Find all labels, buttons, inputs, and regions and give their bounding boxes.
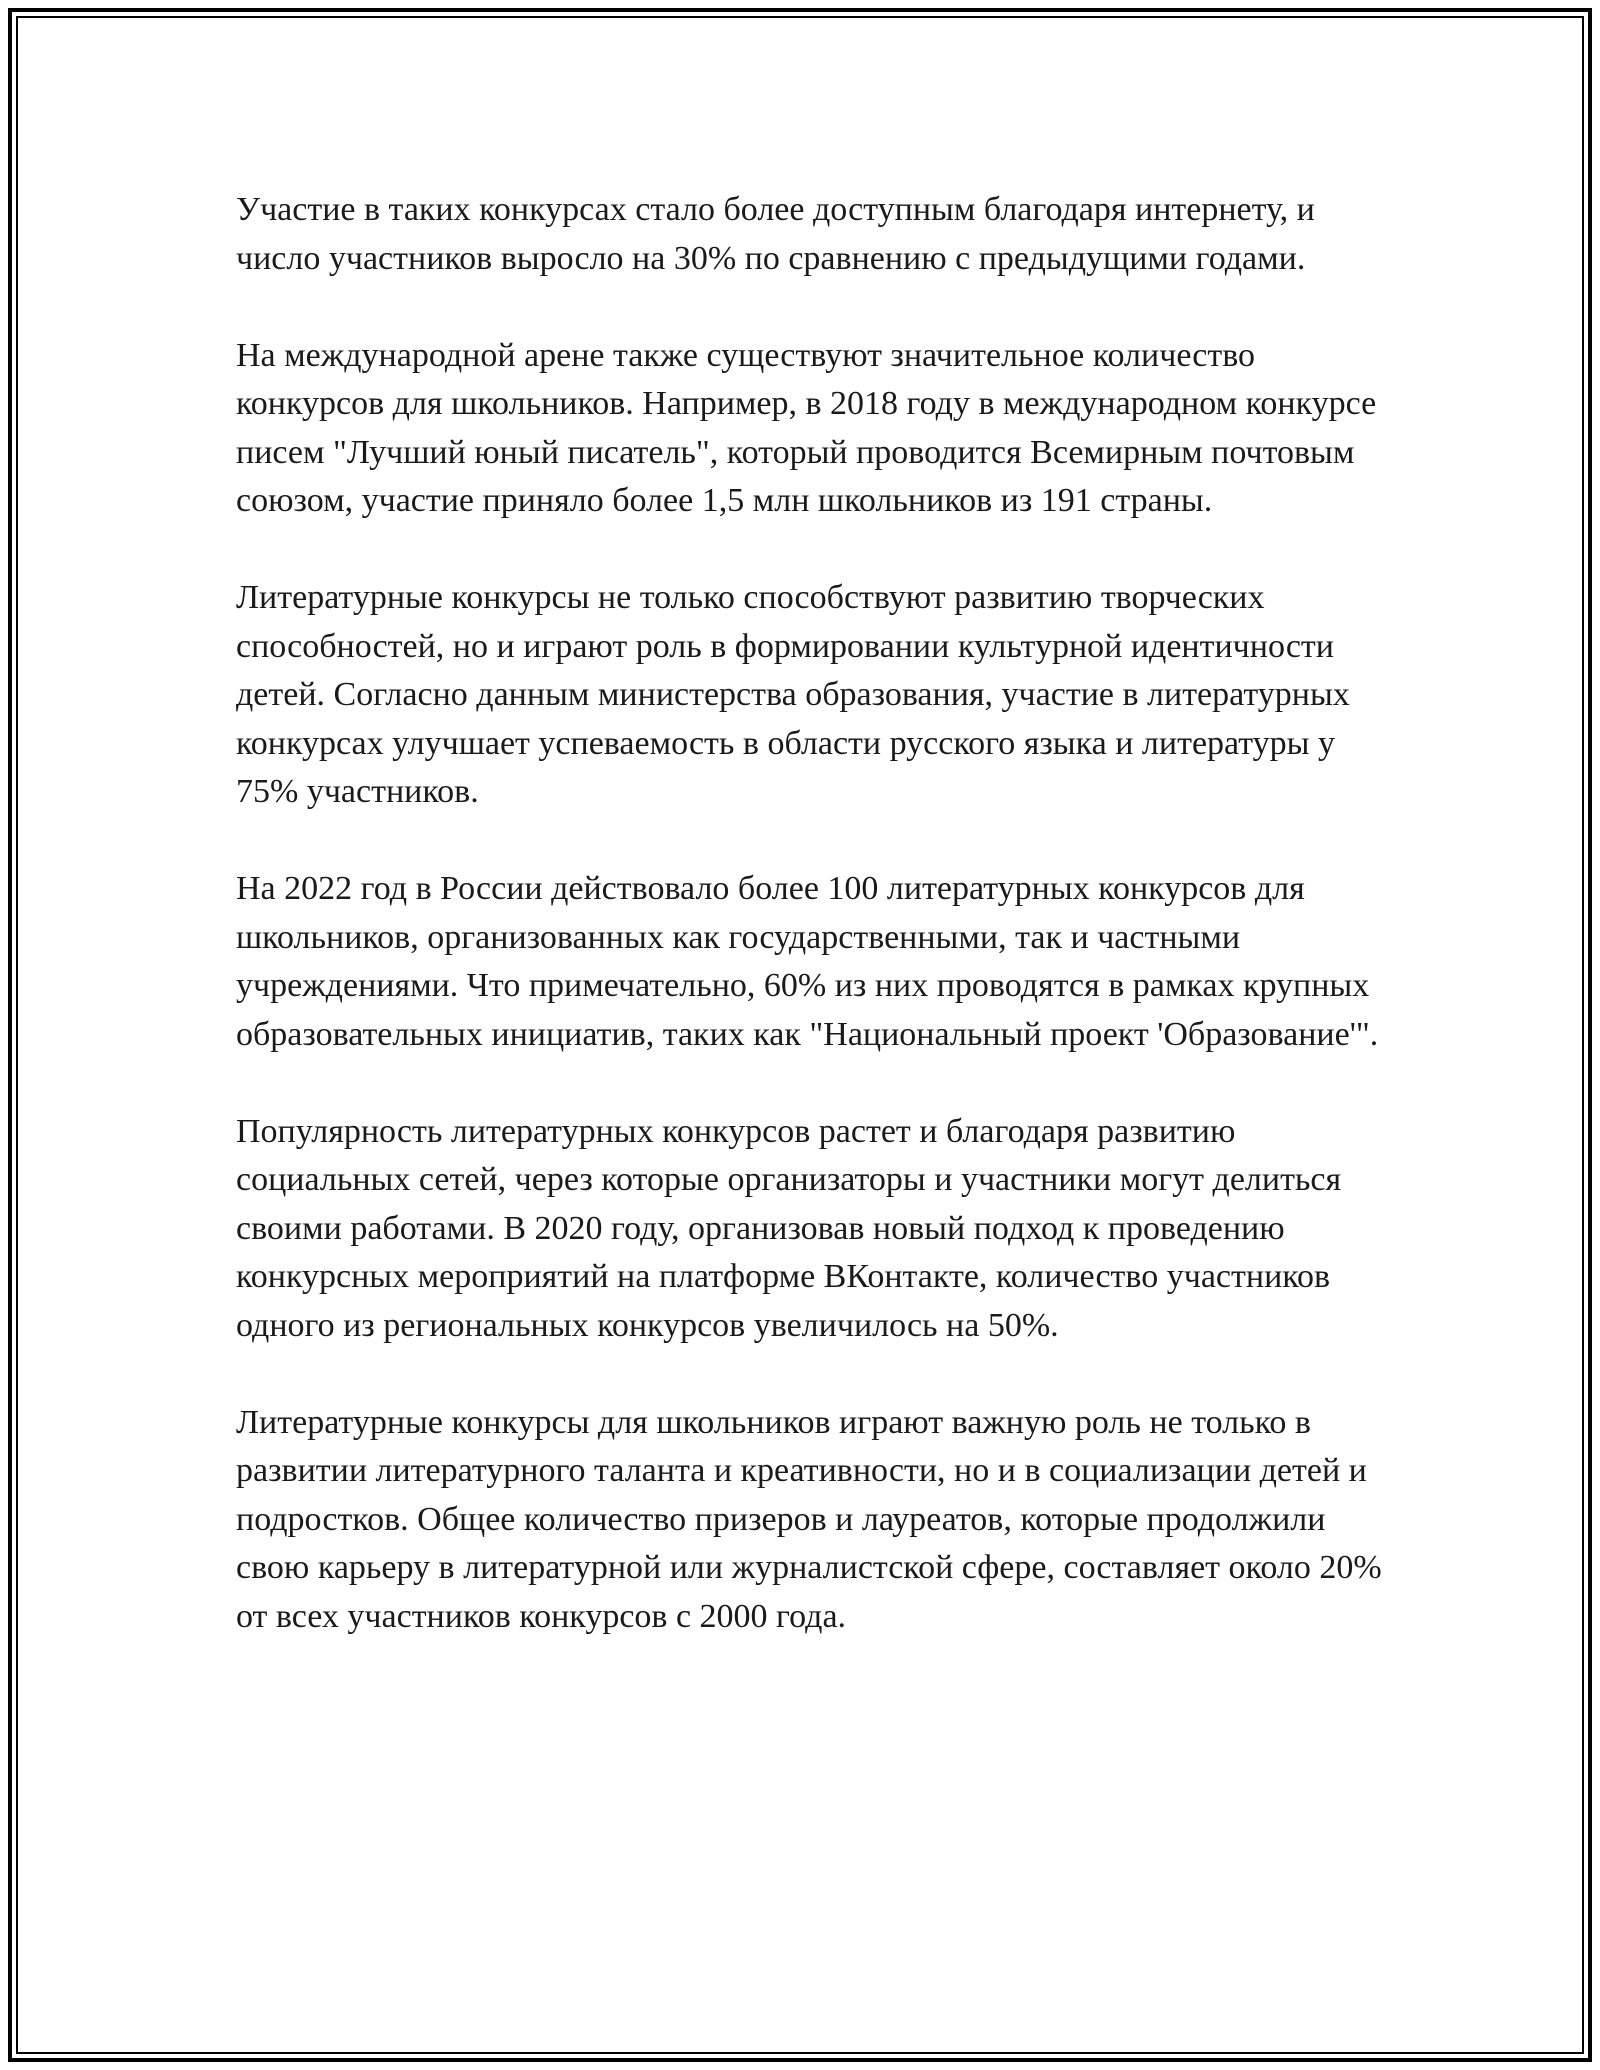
paragraph-3: Литературные конкурсы не только способствуют развитию творческих способностей, но и играют роль в формировании культурной идентичности детей. Согласно данным министерства образования, участие в литературных конкурсах улучшает успеваемость в области русского языка и литературы у 75% участников. (236, 579, 1350, 810)
paragraph-6: Литературные конкурсы для школьников играют важную роль не только в развитии литературного таланта и креативности, но и в социализации детей и подростков. Общее количество призеров и лауреатов, которые продолжили свою карьеру в литературной или журналистской сфере, составляет около 20% от всех участников конкурсов с 2000 года. (236, 1403, 1382, 1635)
paragraph-4: На 2022 год в России действовало более 100 литературных конкурсов для школьников, организованных как государственными, так и частными учреждениями. Что примечательно, 60% из них проводятся в рамках крупных образовательных инициатив, таких как "Национальный проект 'Образование'". (236, 870, 1379, 1053)
paragraph-2: На международной арене также существуют значительное количество конкурсов для школьников. Например, в 2018 году в международном конкурсе писем "Лучший юный писатель", который проводится Всемирным почтовым союзом, участие приняло более 1,5 млн школьников из 191 страны. (236, 336, 1377, 519)
document-body (236, 186, 1386, 1690)
paragraph-1: Участие в таких конкурсах стало более доступным благодаря интернету, и число участников выросло на 30% по сравнению с предыдущими годами. (236, 191, 1315, 277)
paragraph-5: Популярность литературных конкурсов растет и благодаря развитию социальных сетей, через которые организаторы и участники могут делиться своими работами. В 2020 году, организовав новый подход к проведению конкурсных мероприятий на платформе ВКонтакте, количество участников одного из региональных конкурсов увеличилось на 50%. (236, 1112, 1342, 1344)
